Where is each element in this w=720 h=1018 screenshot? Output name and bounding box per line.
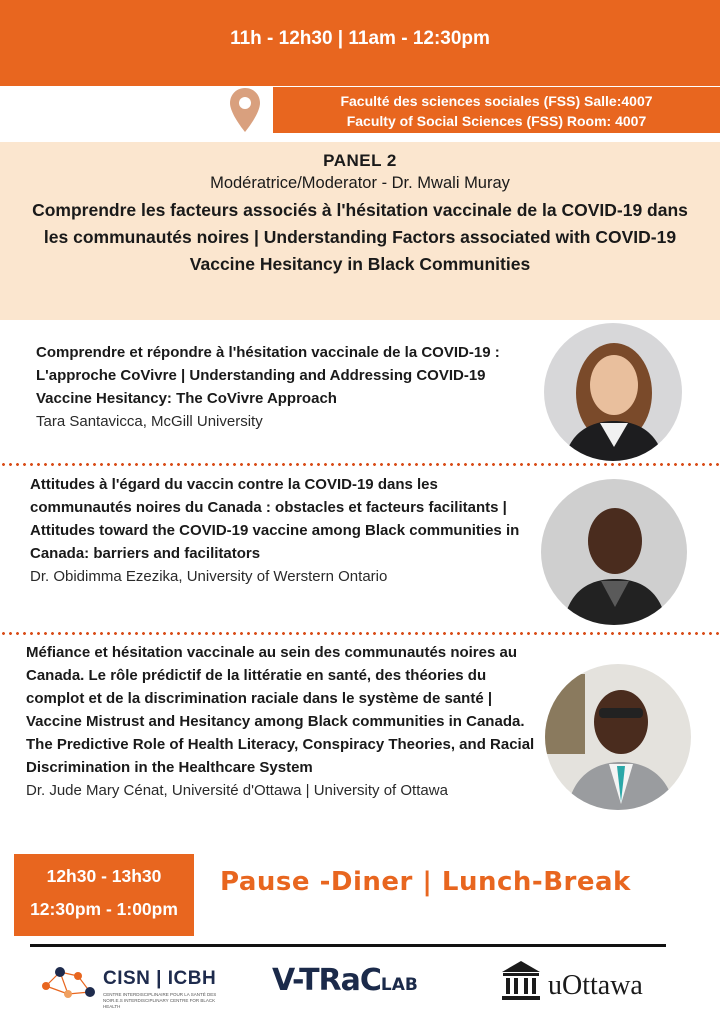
talk-title: Comprendre et répondre à l'hésitation vaccinale de la COVID-19 : L'approche CoVivre | Understanding and Addressing COVID-19 Vaccine Hesitancy: The CoVivre Approach	[36, 344, 500, 407]
network-nodes-icon	[38, 962, 98, 1006]
break-time-12h: 12:30pm - 1:00pm	[30, 899, 178, 919]
location-pin-icon	[228, 86, 262, 134]
talk-title: Méfiance et hésitation vaccinale au sein des communautés noires au Canada. Le rôle prédictif de la littératie en santé, des théories du complot et de la discrimination raciale dans le système de santé | Vaccine Mistrust and Hesitancy among Black communities in Canada. The Predictive Role of Health Literacy, Conspiracy Theories, and Racial Discrimination in the Healthcare System	[26, 644, 535, 776]
break-time-24h: 12h30 - 13h30	[46, 866, 162, 886]
talk-speaker: Dr. Jude Mary Cénat, Université d'Ottawa | University of Ottawa	[26, 782, 448, 799]
vtrac-logo-text: V-TRaC	[272, 963, 381, 998]
session-time: 11h - 12h30 | 11am - 12:30pm	[230, 28, 490, 49]
break-title: Pause -Diner | Lunch-Break	[220, 867, 631, 897]
talk-speaker: Tara Santavicca, McGill University	[36, 413, 263, 430]
vtrac-logo	[272, 963, 418, 998]
panel-label: PANEL 2	[323, 151, 397, 170]
panel-moderator: Modératrice/Moderator - Dr. Mwali Muray	[210, 174, 510, 192]
university-building-icon	[500, 958, 542, 1002]
speaker-photo	[545, 664, 691, 810]
speaker-photo	[541, 479, 687, 625]
talk-item	[30, 473, 530, 588]
panel-title: Comprendre les facteurs associés à l'hésitation vaccinale de la COVID-19 dans les communautés noires | Understanding Factors associated with COVID-19 Vaccine Hesitancy in Black Communities	[32, 200, 688, 274]
talk-item	[36, 341, 516, 433]
vtrac-lab-text: LAB	[380, 975, 418, 995]
venue-english: Faculty of Social Sciences (FSS) Room: 4007	[346, 113, 647, 129]
time-banner	[0, 0, 720, 86]
uottawa-logo-text: uOttawa	[548, 970, 643, 1001]
venue-french: Faculté des sciences sociales (FSS) Salle:4007	[340, 93, 653, 109]
footer-divider	[30, 944, 666, 947]
dotted-divider	[0, 632, 720, 635]
cisn-logo-text: CISN | ICBH	[103, 968, 217, 989]
venue-banner	[273, 87, 720, 133]
panel-header	[0, 142, 720, 320]
speaker-photo	[544, 323, 682, 461]
dotted-divider	[0, 463, 720, 466]
talk-speaker: Dr. Obidimma Ezezika, University of Werstern Ontario	[30, 568, 388, 585]
talk-title: Attitudes à l'égard du vaccin contre la COVID-19 dans les communautés noires du Canada : obstacles et facteurs facilitants | Attitudes toward the COVID-19 vaccine among Black communities in Canada: barriers and facilitators	[30, 476, 520, 562]
break-time-box	[14, 854, 194, 936]
cisn-tagline: CENTRE INTERDISCIPLINAIRE POUR LA SANTÉ DES NOIR.E.S INTERDISCIPLINARY CENTRE FOR BLACK HEALTH	[103, 992, 217, 1009]
talk-item	[26, 641, 546, 802]
